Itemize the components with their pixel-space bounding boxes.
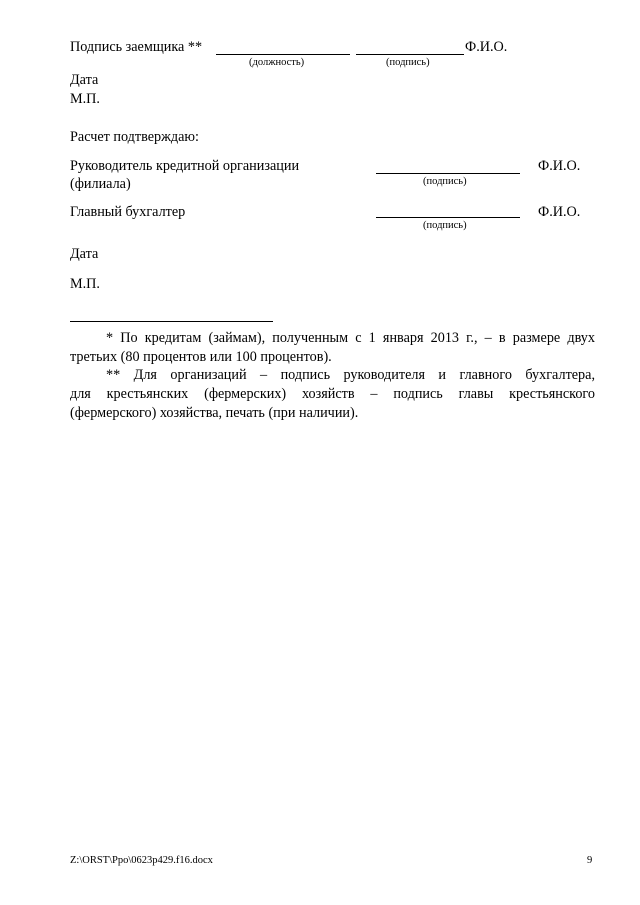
seal-label: М.П.: [70, 91, 100, 107]
file-path: Z:\ORST\Ppo\0623p429.f16.docx: [70, 855, 213, 866]
head-signature-label: Руководитель кредитной организации: [70, 158, 300, 174]
footnote-2-line-3: (фермерского) хозяйства, печать (при наличии).: [70, 405, 359, 421]
confirm-heading: Расчет подтверждаю:: [70, 129, 199, 145]
date-label: Дата: [70, 72, 99, 88]
accountant-signature-label: Главный бухгалтер: [70, 204, 186, 220]
head-signature-label-branch: (филиала): [70, 176, 131, 192]
date-label-2: Дата: [70, 246, 99, 262]
position-caption: (должность): [249, 57, 305, 68]
head-signature-line: [376, 173, 520, 174]
seal-label-2: М.П.: [70, 276, 100, 292]
borrower-name-label: Ф.И.О.: [465, 39, 508, 55]
footnote-1-line-1: * По кредитам (займам), полученным с 1 января 2013 г., – в размере двух: [106, 330, 595, 346]
head-signature-caption: (подпись): [423, 176, 467, 187]
footnote-separator: [70, 321, 273, 322]
footnote-1-line-2: третьих (80 процентов или 100 процентов).: [70, 349, 332, 365]
footnote-2-line-1: ** Для организаций – подпись руководителя и главного бухгалтера,: [106, 367, 595, 383]
footnote-2-line-2: для крестьянских (фермерских) хозяйств – подпись главы крестьянского: [70, 386, 595, 402]
borrower-signature-caption: (подпись): [386, 57, 430, 68]
page-number: 9: [587, 855, 593, 866]
borrower-signature-label: Подпись заемщика **: [70, 39, 203, 55]
accountant-signature-caption: (подпись): [423, 220, 467, 231]
accountant-name-label: Ф.И.О.: [538, 204, 581, 220]
accountant-signature-line: [376, 217, 520, 218]
position-signature-line: [216, 54, 350, 55]
borrower-signature-line: [356, 54, 464, 55]
head-name-label: Ф.И.О.: [538, 158, 581, 174]
